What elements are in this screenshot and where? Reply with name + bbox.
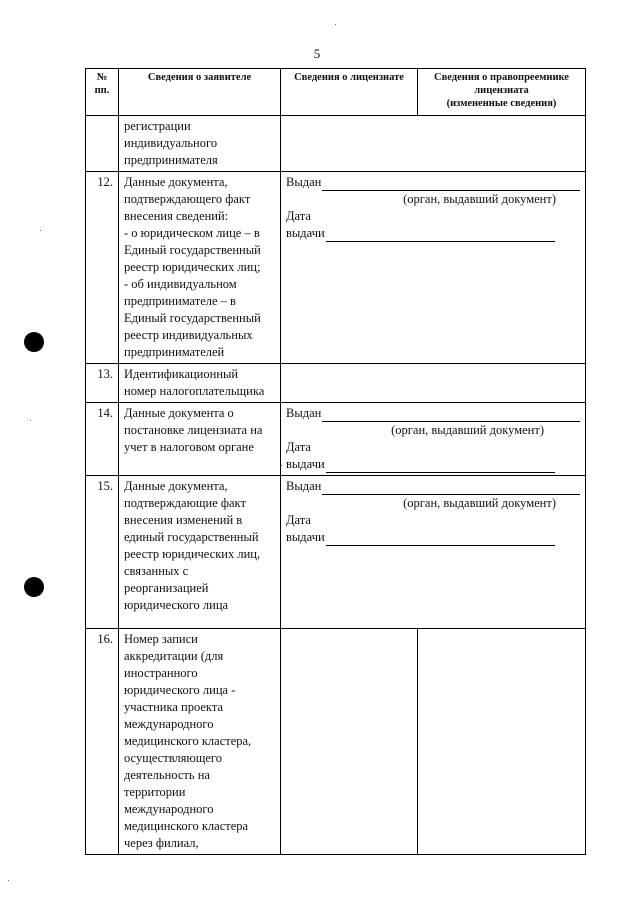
header-licensee: Сведения о лицензиате	[281, 69, 418, 116]
row-number: 12.	[86, 172, 119, 364]
scan-speck	[30, 420, 31, 421]
date-line[interactable]	[326, 460, 555, 473]
date-line[interactable]	[326, 533, 555, 546]
binder-hole-bottom	[24, 577, 44, 597]
date-issue-label: выдачи	[286, 457, 325, 471]
date-line[interactable]	[326, 229, 555, 242]
row-fill-cell[interactable]	[281, 116, 586, 172]
issuer-caption: (орган, выдавший документ)	[403, 192, 556, 206]
issued-line[interactable]	[322, 178, 580, 191]
date-label: Дата	[286, 440, 311, 454]
header-successor: Сведения о правопреемнике лицензиата (измененные сведения)	[418, 69, 586, 116]
row-number: 15.	[86, 476, 119, 629]
issuer-caption: (орган, выдавший документ)	[403, 496, 556, 510]
row-description: Данные документа, подтверждающего факт внесения сведений: - о юридическом лице – в Единый государственный реестр юридических лиц; - об индивидуальном предпринимателе – в Единый государственный реестр индивидуальных предпринимателей	[119, 172, 281, 364]
issued-line[interactable]	[322, 482, 580, 495]
page-number: 5	[313, 46, 321, 61]
licensee-fill-cell[interactable]	[281, 629, 418, 855]
header-applicant: Сведения о заявителе	[119, 69, 281, 116]
date-label: Дата	[286, 209, 311, 223]
date-label: Дата	[286, 513, 311, 527]
row-fill-cell[interactable]	[281, 364, 586, 403]
row-number: 14.	[86, 403, 119, 476]
row-number: 13.	[86, 364, 119, 403]
table-row	[86, 629, 586, 855]
binder-hole-top	[24, 332, 44, 352]
row-description: Данные документа, подтверждающие факт внесения изменений в единый государственный реестр юридических лиц, связанных с реорганизацией юридического лица	[119, 476, 281, 629]
issued-label: Выдан	[286, 479, 322, 493]
successor-fill-cell[interactable]	[418, 629, 586, 855]
date-issue-label: выдачи	[286, 530, 325, 544]
header-number: № пп.	[86, 69, 119, 116]
scan-speck	[8, 880, 9, 881]
issued-label: Выдан	[286, 406, 322, 420]
issuer-caption: (орган, выдавший документ)	[391, 423, 544, 437]
scan-speck	[40, 230, 41, 231]
row-description: регистрации индивидуального предпринимателя	[119, 116, 281, 172]
row-description: Идентификационный номер налогоплательщика	[119, 364, 281, 403]
table-header-row	[86, 69, 586, 116]
issued-line[interactable]	[322, 409, 580, 422]
row-description: Данные документа о постановке лицензиата на учет в налоговом органе	[119, 403, 281, 476]
table-row	[86, 403, 586, 476]
row-number: 16.	[86, 629, 119, 855]
document-fill-cell[interactable]	[281, 476, 586, 629]
date-issue-label: выдачи	[286, 226, 325, 240]
scan-speck	[281, 465, 282, 466]
document-fill-cell[interactable]	[281, 172, 586, 364]
scan-speck	[335, 24, 336, 25]
license-form-table	[85, 68, 586, 855]
row-number	[86, 116, 119, 172]
table-row	[86, 476, 586, 629]
table-row	[86, 172, 586, 364]
document-fill-cell[interactable]	[281, 403, 586, 476]
table-row	[86, 364, 586, 403]
issued-label: Выдан	[286, 175, 322, 189]
table-row	[86, 116, 586, 172]
row-description: Номер записи аккредитации (для иностранного юридического лица - участника проекта международного медицинского кластера, осуществляющего деятельность на территории международного медицинского кластера через филиал,	[119, 629, 281, 855]
